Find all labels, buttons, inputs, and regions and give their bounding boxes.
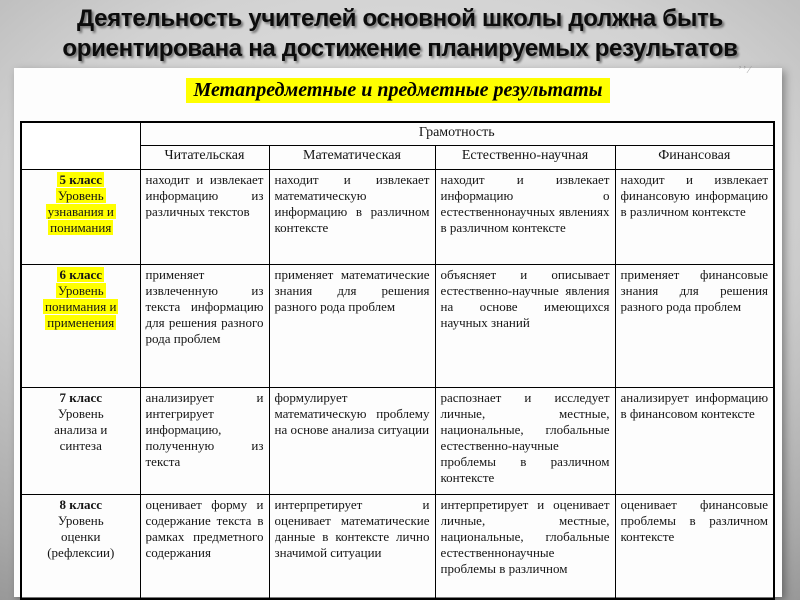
table-row-grade5 <box>21 170 774 265</box>
slide-title-line-2: ориентирована на достижение планируемых результатов <box>62 35 738 62</box>
table-cell: применяет финансовые знания для решения разного рода проблем <box>615 265 774 388</box>
grade8-level-cell <box>21 495 140 599</box>
slide-title-line-1: Деятельность учителей основной школы должна быть <box>77 5 723 32</box>
column-header-finance: Финансовая <box>615 146 774 170</box>
table-row-grade7 <box>21 388 774 495</box>
grade5-level-cell <box>21 170 140 265</box>
results-table <box>20 121 775 600</box>
table-row-grade8 <box>21 495 774 599</box>
document-heading <box>14 78 782 103</box>
level-line: анализа и <box>54 422 108 437</box>
table-cell: интерпретирует и оценивает математические данные в контексте лично значимой ситуации <box>269 495 435 599</box>
level-line: Уровень <box>57 188 104 203</box>
level-line: применения <box>47 315 115 330</box>
level-line: Уровень <box>57 283 104 298</box>
table-cell: объясняет и описывает естественно-научные явления на основе имеющихся научных знаний <box>435 265 615 388</box>
table-cell: применяет математические знания для решения разного рода проблем <box>269 265 435 388</box>
grade-label: 8 класс <box>59 497 103 512</box>
table-row-grade6 <box>21 265 774 388</box>
corner-cell <box>21 122 140 170</box>
table-cell: распознает и исследует личные, местные, национальные, глобальные естественно-научные проблемы в различном контексте <box>435 388 615 495</box>
level-line: синтеза <box>59 438 102 453</box>
level-line: Уровень <box>57 406 104 421</box>
group-header-literacy: Грамотность <box>140 122 774 146</box>
column-header-science: Естественно-научная <box>435 146 615 170</box>
table-cell: находит и извлекает финансовую информацию в различном контексте <box>615 170 774 265</box>
table-cell: интерпретирует и оценивает личные, местные, национальные, глобальные естественнонаучные проблемы в различном <box>435 495 615 599</box>
table-cell: оценивает финансовые проблемы в различном контексте <box>615 495 774 599</box>
table-cell: формулирует математическую проблему на основе анализа ситуации <box>269 388 435 495</box>
group-header-row <box>21 122 774 146</box>
level-line: понимания <box>50 220 112 235</box>
document-panel <box>14 65 782 597</box>
grade-label: 5 класс <box>59 172 103 187</box>
clipped-text-fragment: ’’⁄ <box>738 65 752 73</box>
slide-title <box>0 4 800 64</box>
table-cell: находит и извлекает информацию о естественнонаучных явлениях в различном контексте <box>435 170 615 265</box>
grade-label: 7 класс <box>59 390 103 405</box>
document-heading-highlight: Метапредметные и предметные результаты <box>186 78 609 103</box>
grade7-level-cell <box>21 388 140 495</box>
table-cell: оценивает форму и содержание текста в рамках предметного содержания <box>140 495 269 599</box>
level-line: (рефлексии) <box>47 545 115 560</box>
column-header-math: Математическая <box>269 146 435 170</box>
level-line: понимания и <box>45 299 117 314</box>
level-line: узнавания и <box>47 204 114 219</box>
table-cell: находит и извлекает информацию из различных текстов <box>140 170 269 265</box>
grade-label: 6 класс <box>59 267 103 282</box>
table-cell: анализирует и интегрирует информацию, полученную из текста <box>140 388 269 495</box>
table-cell: применяет извлеченную из текста информацию для решения разного рода проблем <box>140 265 269 388</box>
level-line: оценки <box>61 529 101 544</box>
column-header-reading: Читательская <box>140 146 269 170</box>
table-cell: анализирует информацию в финансовом контексте <box>615 388 774 495</box>
grade6-level-cell <box>21 265 140 388</box>
level-line: Уровень <box>57 513 104 528</box>
table-cell: находит и извлекает математическую информацию в различном контексте <box>269 170 435 265</box>
